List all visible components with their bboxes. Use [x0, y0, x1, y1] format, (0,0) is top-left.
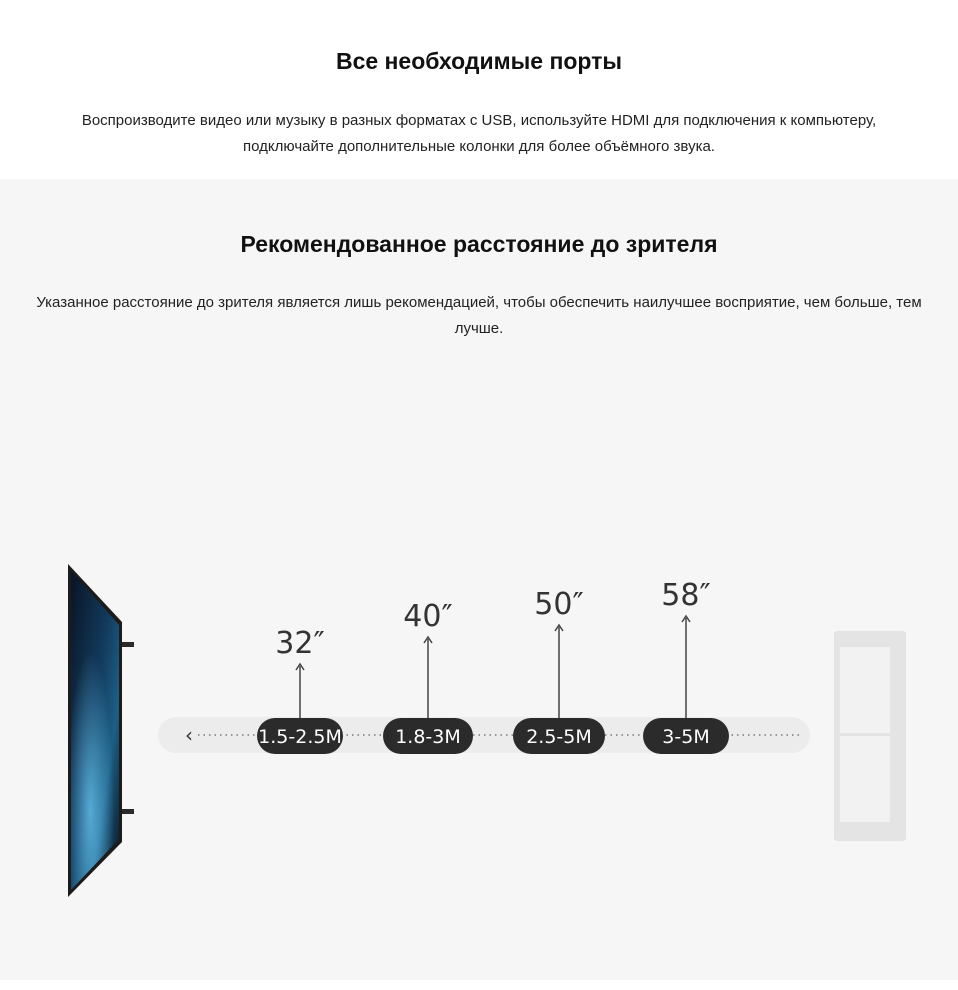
distance-marker	[513, 587, 605, 754]
distance-marker	[257, 626, 343, 754]
distance-range-label: 1.5-2.5M	[258, 726, 342, 748]
sofa-icon	[834, 631, 906, 841]
tv-icon	[68, 564, 134, 897]
distance-title: Рекомендованное расстояние до зрителя	[240, 231, 718, 257]
distance-marker	[643, 578, 729, 754]
screen-size-label: 40″	[403, 599, 453, 634]
distance-range-label: 2.5-5M	[526, 726, 592, 748]
distance-range-label: 1.8-3M	[395, 726, 461, 748]
ports-description: Воспроизводите видео или музыку в разных форматах с USB, используйте HDMI для подключения к компьютеру, подключайте дополнительные колонки для более объёмного звука.	[81, 112, 877, 155]
screen-size-label: 58″	[661, 578, 711, 613]
screen-size-label: 50″	[534, 587, 584, 622]
distance-range-label: 3-5M	[662, 726, 710, 748]
ports-title: Все необходимые порты	[335, 48, 623, 74]
distance-description: Указанное расстояние до зрителя является лишь рекомендацией, чтобы обеспечить наилучшее восприятие, чем больше, тем лучше.	[36, 294, 922, 337]
viewing-distance-illustration	[0, 179, 958, 980]
screen-size-label: 32″	[275, 626, 325, 661]
arrow-left-icon: ‹	[185, 723, 193, 747]
distance-marker	[383, 599, 473, 754]
